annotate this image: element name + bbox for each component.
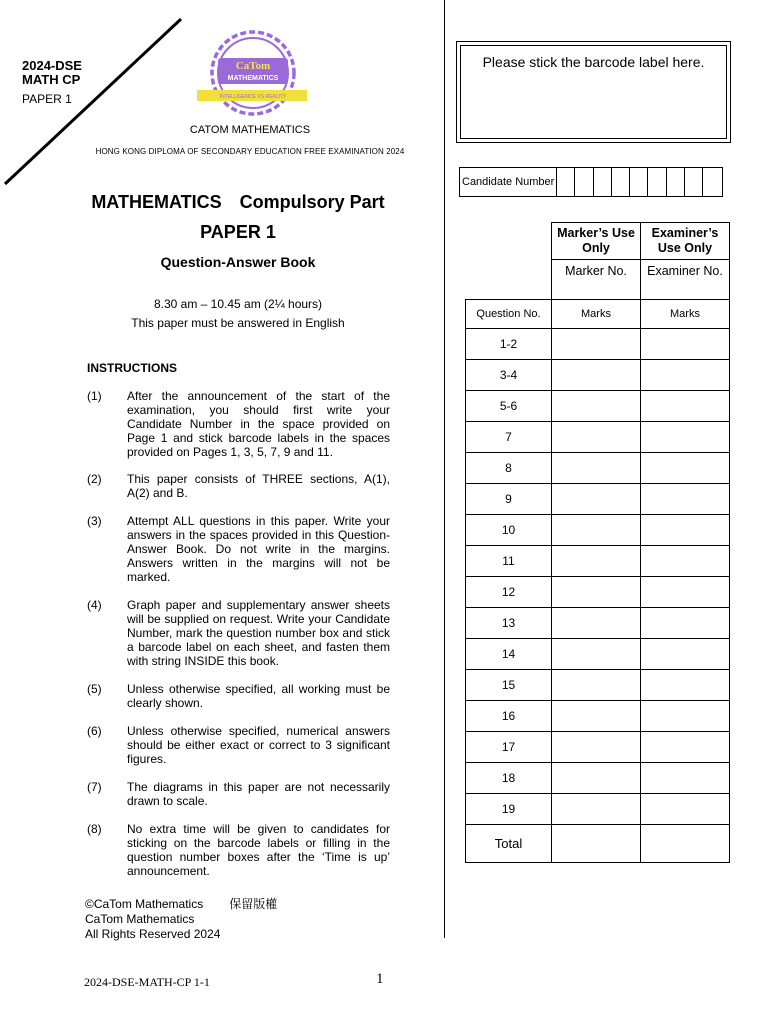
corner-title-line2: MATH CP [22, 72, 81, 87]
paper-title: PAPER 1 [200, 222, 276, 242]
question-number-cell: 11 [466, 546, 552, 577]
candidate-number-label: Candidate Number [460, 168, 557, 196]
table-row [466, 329, 730, 360]
question-number-cell: 18 [466, 763, 552, 794]
instructions-heading: INSTRUCTIONS [87, 361, 177, 375]
table-row [466, 515, 730, 546]
question-number-cell: 17 [466, 732, 552, 763]
marker-marks-cell[interactable] [552, 422, 641, 453]
copyright-zh: 保留版權 [229, 897, 278, 911]
exam-time: 8.30 am – 10.45 am (2¼ hours) [153, 297, 323, 311]
marker-marks-cell[interactable] [552, 825, 641, 863]
exam-name: HONG KONG DIPLOMA OF SECONDARY EDUCATION FREE EXAMINATION 2024 [95, 147, 405, 156]
question-number-cell: 10 [466, 515, 552, 546]
marker-marks-cell[interactable] [552, 794, 641, 825]
book-title: Question-Answer Book [160, 254, 316, 270]
marker-marks-header: Marks [552, 300, 641, 329]
candidate-digit-box[interactable] [612, 168, 630, 196]
table-row [466, 422, 730, 453]
copyright-line3: All Rights Reserved 2024 [85, 927, 221, 941]
candidate-digit-box[interactable] [703, 168, 721, 196]
marker-marks-cell[interactable] [552, 577, 641, 608]
language-note: This paper must be answered in English [131, 316, 345, 330]
table-row [466, 484, 730, 515]
marker-marks-cell[interactable] [552, 639, 641, 670]
question-number-cell: 7 [466, 422, 552, 453]
marks-table [465, 222, 730, 863]
question-number-cell: 12 [466, 577, 552, 608]
question-number-cell: 15 [466, 670, 552, 701]
candidate-digit-box[interactable] [630, 168, 648, 196]
question-number-cell: 19 [466, 794, 552, 825]
examiner-marks-cell[interactable] [641, 732, 730, 763]
examiner-marks-cell[interactable] [641, 794, 730, 825]
question-number-cell: Total [466, 825, 552, 863]
examiner-marks-cell[interactable] [641, 825, 730, 863]
publisher-name: CATOM MATHEMATICS [189, 124, 311, 136]
marker-marks-cell[interactable] [552, 732, 641, 763]
marker-marks-cell[interactable] [552, 391, 641, 422]
examiner-marks-cell[interactable] [641, 391, 730, 422]
examiner-marks-cell[interactable] [641, 639, 730, 670]
table-row [466, 763, 730, 794]
marker-no-cell[interactable]: Marker No. [552, 260, 641, 300]
marker-marks-cell[interactable] [552, 670, 641, 701]
candidate-number-field[interactable] [459, 167, 723, 197]
catom-logo [196, 26, 310, 120]
table-row [466, 670, 730, 701]
marker-marks-cell[interactable] [552, 608, 641, 639]
subject-part: Compulsory Part [239, 192, 385, 212]
corner-paper-label: PAPER 1 [22, 92, 72, 106]
candidate-digit-box[interactable] [648, 168, 666, 196]
footer-code: 2024-DSE-MATH-CP 1-1 [84, 975, 210, 989]
marker-marks-cell[interactable] [552, 329, 641, 360]
table-row [466, 453, 730, 484]
examiner-marks-cell[interactable] [641, 701, 730, 732]
marker-marks-cell[interactable] [552, 484, 641, 515]
examiner-no-cell[interactable]: Examiner No. [641, 260, 730, 300]
examiner-marks-cell[interactable] [641, 484, 730, 515]
table-row [466, 608, 730, 639]
logo-subname: MATHEMATICS [227, 75, 279, 82]
table-row [466, 794, 730, 825]
marker-marks-cell[interactable] [552, 515, 641, 546]
question-number-cell: 5-6 [466, 391, 552, 422]
question-no-header: Question No. [466, 300, 552, 329]
candidate-digit-box[interactable] [557, 168, 575, 196]
question-number-cell: 13 [466, 608, 552, 639]
question-number-cell: 8 [466, 453, 552, 484]
table-row [466, 391, 730, 422]
logo-name: CaTom [235, 60, 271, 72]
candidate-digit-box[interactable] [594, 168, 612, 196]
marker-use-header: Marker’s Use Only [552, 223, 641, 260]
examiner-marks-cell[interactable] [641, 422, 730, 453]
page-divider [444, 0, 445, 938]
question-number-cell: 1-2 [466, 329, 552, 360]
marker-marks-cell[interactable] [552, 763, 641, 794]
marker-marks-cell[interactable] [552, 546, 641, 577]
table-row [466, 546, 730, 577]
corner-title-line1: 2024-DSE [22, 58, 82, 73]
examiner-marks-cell[interactable] [641, 608, 730, 639]
copyright-line2: CaTom Mathematics [85, 912, 195, 926]
page-number: 1 [376, 971, 384, 987]
examiner-marks-cell[interactable] [641, 329, 730, 360]
examiner-marks-cell[interactable] [641, 546, 730, 577]
examiner-marks-cell[interactable] [641, 577, 730, 608]
candidate-digit-box[interactable] [575, 168, 593, 196]
subject-title [40, 192, 436, 213]
examiner-marks-header: Marks [641, 300, 730, 329]
candidate-digit-box[interactable] [685, 168, 703, 196]
examiner-marks-cell[interactable] [641, 763, 730, 794]
candidate-digit-box[interactable] [667, 168, 685, 196]
examiner-use-header: Examiner’s Use Only [641, 223, 730, 260]
examiner-marks-cell[interactable] [641, 360, 730, 391]
question-number-cell: 16 [466, 701, 552, 732]
copyright-line1: ©CaTom Mathematics [85, 897, 204, 911]
barcode-label-area[interactable]: Please stick the barcode label here. [460, 45, 727, 139]
table-row [466, 577, 730, 608]
question-number-cell: 3-4 [466, 360, 552, 391]
question-number-cell: 14 [466, 639, 552, 670]
table-row [466, 360, 730, 391]
copyright-block [85, 897, 277, 942]
examiner-marks-cell[interactable] [641, 670, 730, 701]
table-row [466, 639, 730, 670]
subject-name: MATHEMATICS [91, 192, 222, 212]
marker-marks-cell[interactable] [552, 453, 641, 484]
marker-marks-cell[interactable] [552, 701, 641, 732]
marker-marks-cell[interactable] [552, 360, 641, 391]
table-row [466, 825, 730, 863]
table-row [466, 732, 730, 763]
logo-banner: INTELLIGENCE VS REALITY [219, 94, 287, 100]
table-row [466, 701, 730, 732]
examiner-marks-cell[interactable] [641, 515, 730, 546]
examiner-marks-cell[interactable] [641, 453, 730, 484]
question-number-cell: 9 [466, 484, 552, 515]
corner-title [22, 59, 82, 87]
